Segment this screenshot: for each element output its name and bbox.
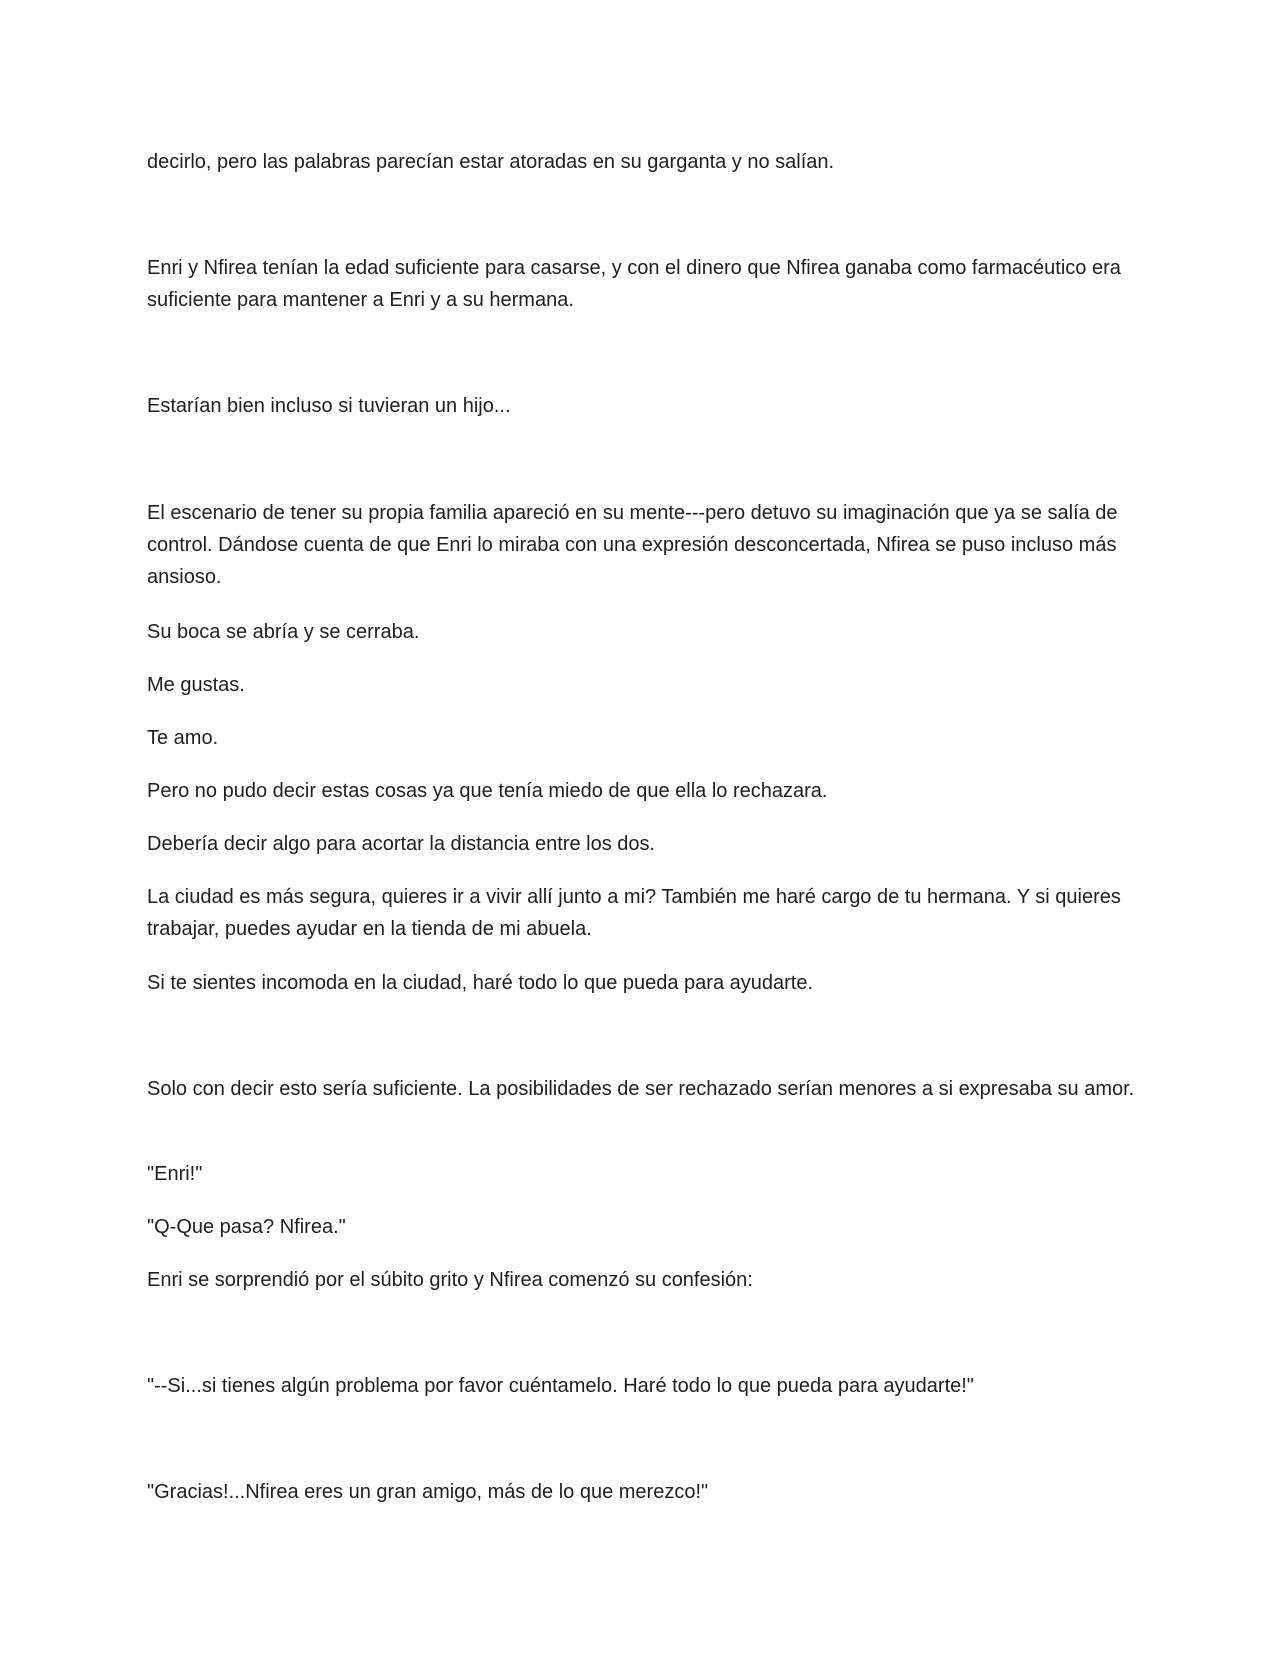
paragraph: Te amo. <box>147 727 219 749</box>
paragraph: Solo con decir esto sería suficiente. La posibilidades de ser rechazado serían menores a si expresaba su amor. <box>147 1078 1135 1100</box>
paragraph: Estarían bien incluso si tuvieran un hijo... <box>147 395 511 417</box>
paragraph: "--Si...si tienes algún problema por favor cuéntamelo. Haré todo lo que pueda para ayudarte!" <box>147 1375 974 1397</box>
paragraph: Enri se sorprendió por el súbito grito y Nfirea comenzó su confesión: <box>147 1269 753 1291</box>
paragraph: "Q-Que pasa? Nfirea." <box>147 1216 346 1238</box>
paragraph: La ciudad es más segura, quieres ir a vivir allí junto a mi? También me haré cargo de tu hermana. Y si quieres trabajar, puedes ayudar en la tienda de mi abuela. <box>147 886 1121 940</box>
paragraph: El escenario de tener su propia familia apareció en su mente---pero detuvo su imaginación que ya se salía de control. Dándose cuenta de que Enri lo miraba con una expresión desconcertada, Nfirea se puso incluso más ansioso. <box>147 502 1118 588</box>
paragraph: Si te sientes incomoda en la ciudad, haré todo lo que pueda para ayudarte. <box>147 972 814 994</box>
paragraph: "Enri!" <box>147 1163 203 1185</box>
paragraph: Debería decir algo para acortar la distancia entre los dos. <box>147 833 656 855</box>
paragraph: "Gracias!...Nfirea eres un gran amigo, más de lo que merezco!" <box>147 1481 709 1503</box>
paragraph: Su boca se abría y se cerraba. <box>147 621 420 643</box>
paragraph: Me gustas. <box>147 674 245 696</box>
paragraph: Pero no pudo decir estas cosas ya que tenía miedo de que ella lo rechazara. <box>147 780 828 802</box>
paragraph: Enri y Nfirea tenían la edad suficiente para casarse, y con el dinero que Nfirea ganaba como farmacéutico era suficiente para mantener a Enri y a su hermana. <box>147 257 1121 311</box>
paragraph: decirlo, pero las palabras parecían estar atoradas en su garganta y no salían. <box>147 151 835 173</box>
